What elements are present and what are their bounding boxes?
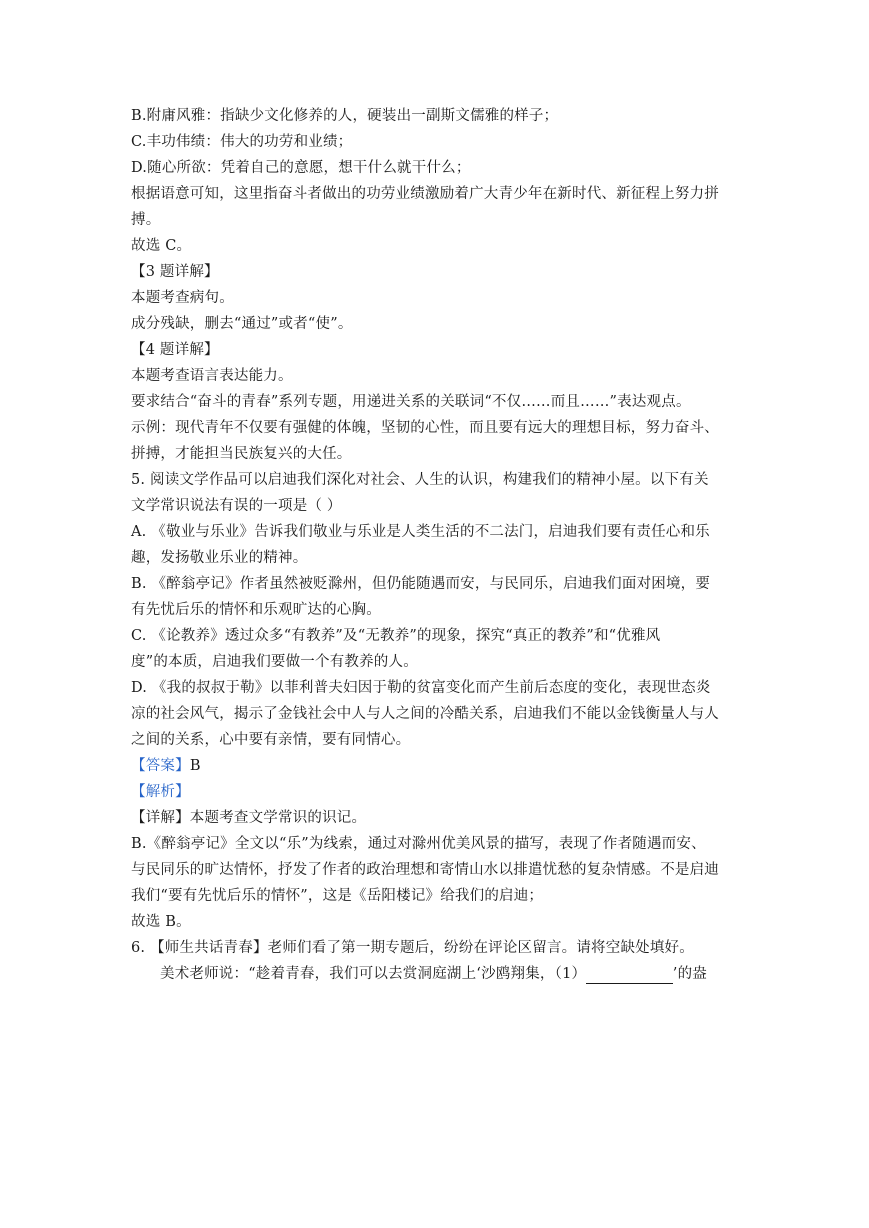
question-6-text: 美术老师说：“趁着青春，我们可以去赏洞庭湖上‘沙鸥翔集，（1）	[160, 966, 587, 982]
text-line: 成分残缺，删去“通过”或者“使”。	[131, 316, 353, 332]
document-page	[131, 103, 743, 987]
option-b: B. 《醉翁亭记》作者虽然被贬滁州，但仍能随遇而安，与民同乐，启迪我们面对困境，要	[131, 576, 711, 592]
question-6-line	[131, 961, 743, 987]
option-d: 之间的关系，心中要有亲情，要有同情心。	[131, 732, 411, 748]
text-line: D.随心所欲：凭着自己的意愿，想干什么就干什么；	[131, 160, 471, 176]
analysis-tag: 【解析】	[131, 784, 190, 800]
option-a: 趣，发扬敬业乐业的精神。	[131, 550, 308, 566]
answer-line	[131, 753, 743, 779]
question-6-stem: 6. 【师生共话青春】老师们看了第一期专题后，纷纷在评论区留言。请将空缺处填好。	[131, 940, 694, 956]
text-line: C.丰功伟绩：伟大的功劳和业绩；	[131, 134, 353, 150]
text-line: 根据语意可知，这里指奋斗者做出的功劳业绩激励着广大青少年在新时代、新征程上努力拼	[131, 186, 719, 202]
text-line: 【详解】本题考查文学常识的识记。	[131, 810, 367, 826]
option-d: 凉的社会风气，揭示了金钱社会中人与人之间的冷酷关系，启迪我们不能以金钱衡量人与人	[131, 706, 719, 722]
text-line: 示例：现代青年不仅要有强健的体魄，坚韧的心性，而且要有远大的理想目标，努力奋斗、	[131, 420, 719, 436]
answer-value: B	[189, 758, 201, 774]
option-c: C. 《论教养》透过众多“有教养”及“无教养”的现象，探究“真正的教养”和“优雅风	[131, 628, 661, 644]
text-line: 我们“要有先忧后乐的情怀”，这是《岳阳楼记》给我们的启迪；	[131, 888, 544, 904]
text-line: 本题考查语言表达能力。	[131, 368, 293, 384]
text-line: 搏。	[131, 212, 161, 228]
section-heading: 【4 题详解】	[131, 342, 219, 358]
text-line: B.附庸风雅：指缺少文化修养的人，硬装出一副斯文儒雅的样子；	[131, 108, 559, 124]
option-b: 有先忧后乐的情怀和乐观旷达的心胸。	[131, 602, 381, 618]
text-line: 要求结合“奋斗的青春”系列专题，用递进关系的关联词“不仅……而且……”表达观点。	[131, 394, 691, 410]
question-5-stem: 文学常识说法有误的一项是（ ）	[131, 498, 342, 514]
section-heading: 【3 题详解】	[131, 264, 219, 280]
question-5-stem: 5. 阅读文学作品可以启迪我们深化对社会、人生的认识，构建我们的精神小屋。以下有关	[131, 472, 709, 488]
fill-blank	[586, 965, 673, 984]
text-line: 故选 C。	[131, 238, 192, 254]
option-d: D. 《我的叔叔于勒》以菲利普夫妇因于勒的贫富变化而产生前后态度的变化，表现世态炎	[131, 680, 711, 696]
answer-tag: 【答案】	[131, 758, 190, 774]
text-line: B.《醉翁亭记》全文以“乐”为线索，通过对滁州优美风景的描写，表现了作者随遇而安、	[131, 836, 706, 852]
text-line: 与民同乐的旷达情怀，抒发了作者的政治理想和寄情山水以排遣忧愁的复杂情感。不是启迪	[131, 862, 719, 878]
text-line: 拼搏，才能担当民族复兴的大任。	[131, 446, 352, 462]
option-a: A. 《敬业与乐业》告诉我们敬业与乐业是人类生活的不二法门，启迪我们要有责任心和乐	[131, 524, 710, 540]
option-c: 度”的本质，启迪我们要做一个有教养的人。	[131, 654, 418, 670]
text-line: 本题考查病句。	[131, 290, 234, 306]
question-6-text: ’的盎	[672, 966, 707, 982]
text-line: 故选 B。	[131, 914, 191, 930]
